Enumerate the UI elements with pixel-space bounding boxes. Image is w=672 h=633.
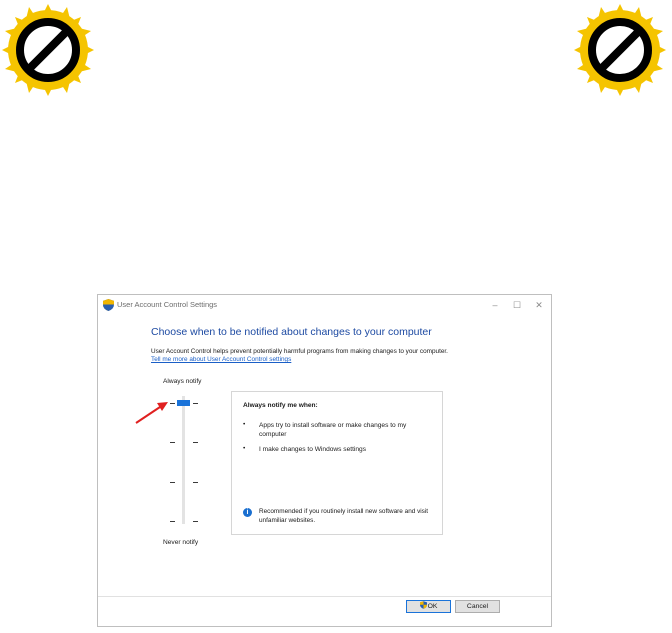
slider-top-label: Always notify — [163, 378, 202, 385]
slider-tick — [193, 521, 198, 522]
uac-shield-icon — [103, 299, 114, 311]
ok-button-label: OK — [427, 603, 438, 610]
panel-heading: Always notify me when: — [243, 402, 318, 409]
red-arrow-icon — [133, 400, 171, 426]
title-bar — [98, 295, 551, 315]
close-button[interactable]: ✕ — [535, 300, 543, 310]
no-symbol-icon — [572, 2, 668, 98]
uac-shield-icon — [420, 601, 427, 609]
slider-tick — [193, 403, 198, 404]
list-item-text: I make changes to Windows settings — [259, 446, 367, 453]
description-panel — [231, 391, 443, 535]
slider-bottom-label: Never notify — [163, 539, 199, 546]
cancel-button[interactable]: Cancel — [455, 600, 500, 613]
maximize-button[interactable]: ☐ — [512, 300, 522, 310]
slider-track[interactable] — [182, 396, 185, 524]
bullet-icon: • — [243, 421, 246, 428]
slider-tick — [170, 482, 175, 483]
slider-tick — [170, 521, 175, 522]
slider-tick — [193, 442, 198, 443]
info-icon: i — [243, 508, 252, 517]
minimize-button[interactable]: – — [492, 300, 498, 310]
slider-tick — [193, 482, 198, 483]
window-title: User Account Control Settings — [117, 300, 218, 309]
slider-tick — [170, 442, 175, 443]
footer-divider — [98, 596, 551, 597]
slider-thumb[interactable] — [177, 400, 190, 406]
bullet-icon: • — [243, 445, 246, 452]
learn-more-link[interactable]: Tell me more about User Account Control settings — [151, 356, 292, 363]
ok-button[interactable] — [406, 600, 451, 613]
no-symbol-icon — [0, 2, 96, 98]
description-text: User Account Control helps prevent potentially harmful programs from making changes to your computer. — [151, 348, 448, 355]
notification-level-slider[interactable] — [166, 396, 202, 526]
page-heading: Choose when to be notified about changes to your computer — [151, 326, 432, 338]
list-item-text: Apps try to install software or make changes to my computer — [259, 422, 407, 438]
uac-settings-window — [97, 294, 552, 627]
info-text: Recommended if you routinely install new software and visit unfamiliar websites. — [259, 508, 429, 524]
